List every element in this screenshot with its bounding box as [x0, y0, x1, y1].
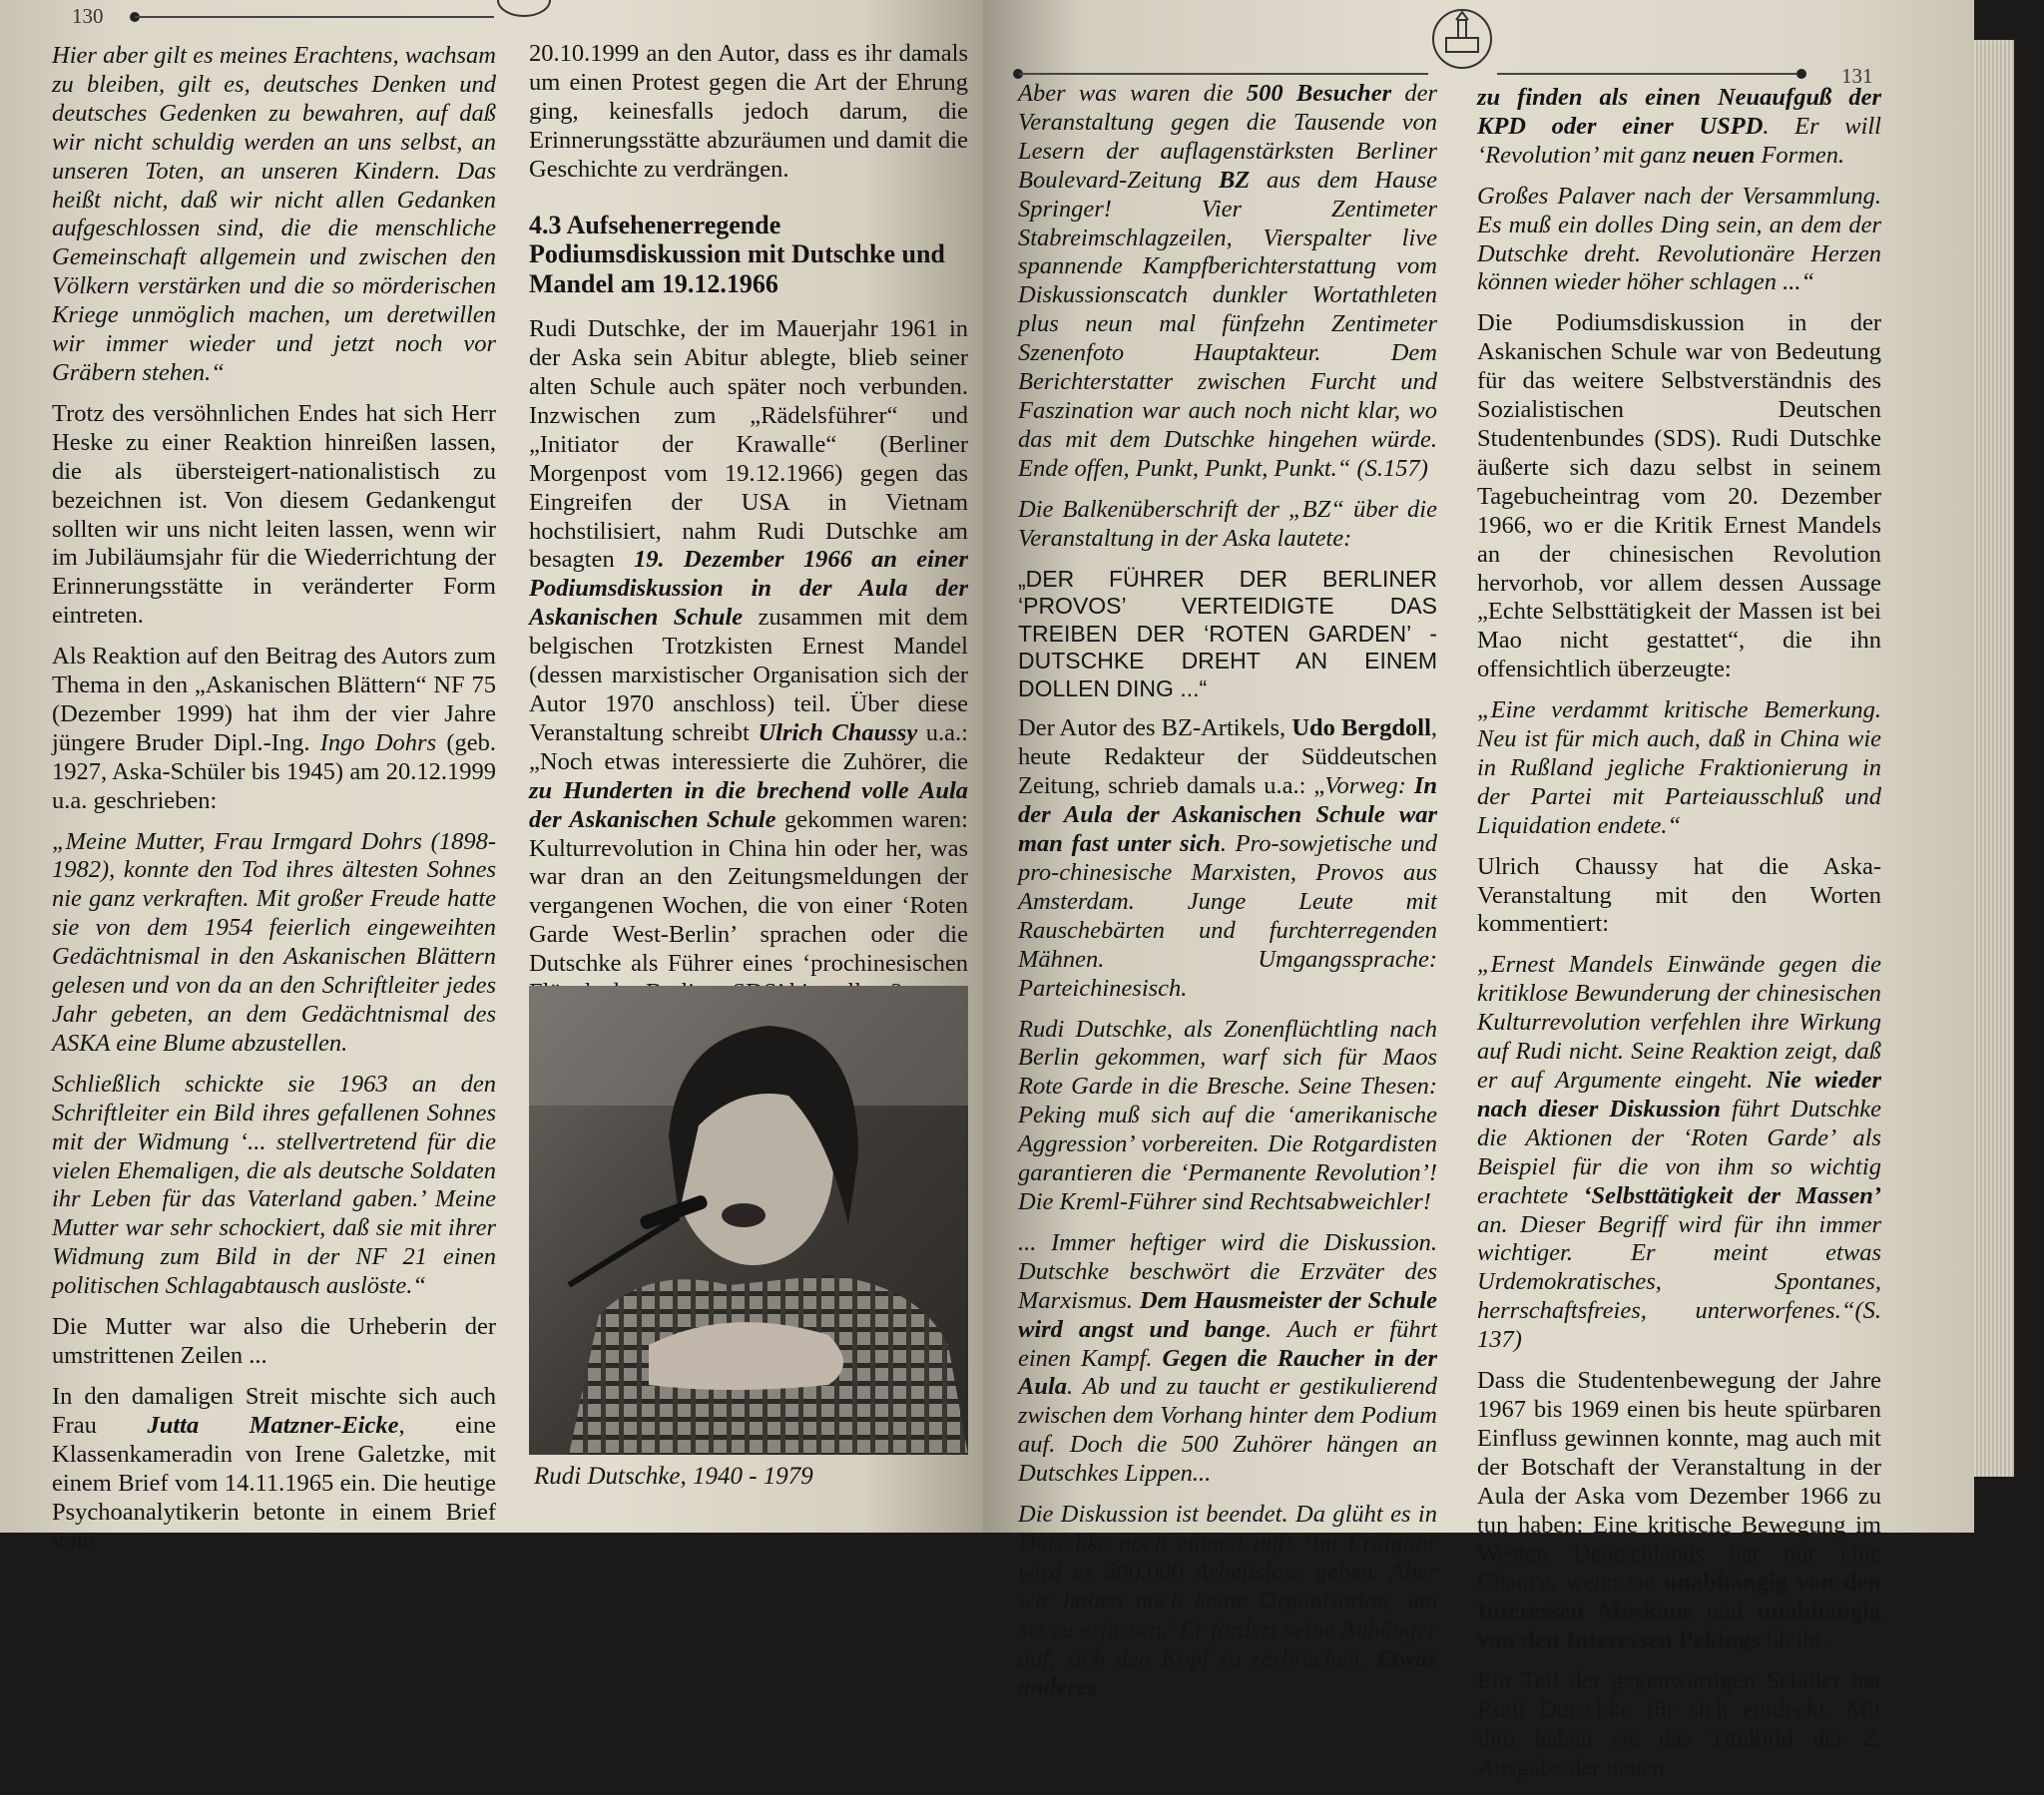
right-page: [983, 0, 1974, 1781]
quote-paragraph: „Ernest Mandels Einwände gegen die kritiklose Bewunderung der chinesischen Kulturrevolution verfehlen ihre Wirkung auf Rudi nicht. Seine Reaktion zeigt, daß er auf Argumente eingeht. Nie wieder nach dieser Diskussion führt Dutschke die Aktionen der ‘Roten Garde’ als Beispiel für die von ihm so wichtig erachtete ‘Selbsttätigkeit der Massen’ an. Dieser Begriff wird für ihn immer wichtiger. Er meint etwas Urdemokratisches, Spontanes, herrschaftsfreies, unterworfenes.“(S. 137): [1477, 951, 1881, 1354]
header-dot-right-2: [1796, 69, 1806, 79]
right-column-1: [1018, 80, 1437, 1714]
paragraph: Die Podiumsdiskussion in der Askanischen Schule war von Bedeutung für das weitere Selbstverständnis des Sozialistischen Deutschen Studentenbundes (SDS). Rudi Dutschke äußerte sich dazu selbst in seinem Tagebucheintrag vom 20. Dezember 1966, wo er die Kritik Ernest Mandels an der chinesischen Revolution hervorhob, vor allem dessen Aussage „Echte Selbsttätigkeit der Massen ist bei Mao nicht gestattet“, die ihn offensichtlich überzeugte:: [1477, 309, 1881, 683]
quote-paragraph: Aber was waren die 500 Besucher der Veranstaltung gegen die Tausende von Lesern der auflagenstärksten Berliner Boulevard-Zeitung BZ aus dem Hause Springer! Vier Zentimeter Stabreimschlagzeilen, Vierspalter live spannende Kampfberichterstattung vom Diskussionscatch dunkler Wortathleten plus neun mal fünfzehn Zentimeter Szenenfoto Hauptakteur. Dem Berichterstatter zwischen Furcht und Faszination war auch noch nicht klar, wo das mit dem Dutschke hingehen würde. Ende offen, Punkt, Punkt, Punkt.“ (S.157): [1018, 80, 1437, 482]
quote-paragraph: Die Diskussion ist beendet. Da glüht es in Dutschke noch einmal auf: ‘Im Frühjahr wird es 500.000 Arbeitslose geben. Aber wir haben noch keine Organisation, um sie zu erfassen.’ Er fordert seine Anhänger auf, sich den Kopf zu zerbrechen. Etwas anderes: [1018, 1501, 1437, 1701]
quote-paragraph: Rudi Dutschke, als Zonenflüchtling nach Berlin gekommen, warf sich für Maos Rote Garde in die Bresche. Seine Thesen: Peking muß sich auf die ‘amerikanische Aggression’ vorbereiten. Die Rotgardisten garantieren die ‘Permanente Revolution’! Die Kreml-Führer sind Rechtsabweichler!: [1018, 1015, 1437, 1215]
quote-paragraph: zu finden als einen Neuaufguß der KPD oder einer USPD. Er will ‘Revolution’ mit ganz neuen Formen.: [1477, 84, 1881, 169]
paragraph: 20.10.1999 an den Autor, dass es ihr damals um einen Protest gegen die Art der Ehrung ging, keinesfalls jedoch darum, die Erinnerungsstätte abzuräumen und damit die Geschichte zu verdrängen.: [529, 40, 968, 183]
paragraph: In den damaligen Streit mischte sich auch Frau Jutta Matzner-Eicke, eine Klassenkameradin von Irene Galetzke, mit einem Brief vom 14.11.1965 ein. Die heutige Psychoanalytikerin betonte in einem Brief vom: [52, 1382, 496, 1555]
header-rule-right: [1019, 73, 1428, 75]
paragraph: Trotz des versöhnlichen Endes hat sich Herr Heske zu einer Reaktion hinreißen lassen, die als übersteigert-nationalistisch zu bezeichnen ist. Von diesem Gedankengut sollten wir uns nicht leiten lassen, wenn wir im Jubiläumsjahr für die Wiederrichtung der Erinnerungsstätte in veränderter Form eintreten.: [52, 399, 496, 630]
left-page: [0, 0, 983, 1555]
paragraph: Dass die Studentenbewegung der Jahre 1967 bis 1969 einen bis heute spürbaren Einfluss gewinnen konnte, mag auch mit der Botschaft der Veranstaltung in der Aula der Aska vom Dezember 1966 zu tun haben: Eine kritische Bewegung im Westen Deutschlands hat nur eine Chance, wenn sie unabhängig von den Interessen Moskaus und unabhängig von den Interessen Pekings bleibt.: [1477, 1367, 1882, 1654]
book-page-edges: [1974, 40, 2014, 1477]
right-column-2: [1477, 84, 1881, 1795]
section-heading: 4.3 Aufsehenerregende Podiumsdiskussion mit Dutschke und Mandel am 19.12.1966: [529, 210, 945, 299]
header-rule-left: [135, 16, 494, 18]
paragraph: Die Mutter war also die Urheberin der umstrittenen Zeilen ...: [52, 1313, 496, 1369]
school-emblem-icon: [1427, 6, 1497, 72]
paragraph: Der Autor des BZ-Artikels, Udo Bergdoll, heute Redakteur der Süddeutschen Zeitung, schrieb damals u.a.: „Vorweg: In der Aula der Askanischen Schule war man fast unter sich. Pro-sowjetische und pro-chinesische Marxisten, Provos aus Amsterdam. Junge Leute mit Rauschebärten und furchterregenden Mähnen. Umgangssprache: Parteichinesisch.: [1018, 714, 1438, 1002]
left-column-2: [529, 40, 968, 1020]
left-column-1: [52, 42, 496, 1568]
school-emblem-icon: [494, 0, 554, 22]
page-number-left: 130: [72, 4, 104, 28]
paragraph: Die Balkenüberschrift der „BZ“ über die Veranstaltung in der Aska lautete:: [1018, 495, 1437, 552]
header-rule-right-2: [1497, 73, 1796, 75]
quote-paragraph: ... Immer heftiger wird die Diskussion. Dutschke beschwört die Erzväter des Marxismus. Dem Hausmeister der Schule wird angst und bange. Auch er führt einen Kampf. Gegen die Raucher in der Aula. Ab und zu taucht er gestikulierend zwischen dem Vorhang hinter dem Podium auf. Doch die 500 Zuhörer hängen an Dutschkes Lippen...: [1018, 1228, 1437, 1488]
paragraph: Rudi Dutschke, der im Mauerjahr 1961 in der Aska sein Abitur ablegte, blieb seiner alten Schule auch später noch verbunden. Inzwischen zum „Rädelsführer“ und „Initiator der Krawalle“ (Berliner Morgenpost vom 19.12.1966) gegen das Eingreifen der USA in Vietnam hochstilisiert, nahm Rudi Dutschke am besagten 19. Dezember 1966 an einer Podiumsdiskussion in der Aula der Askanischen Schule zusammen mit dem belgischen Trotzkisten Ernest Mandel (dessen marxistischer Organisation sich der Autor 1970 anschloss) teil. Über diese Veranstaltung schreibt Ulrich Chaussy u.a.: „Noch etwas interessierte die Zuhörer, die zu Hunderten in die brechend volle Aula der Askanischen Schule gekommen waren: Kulturrevolution in China hin oder her, was war dran an den Zeitungsmeldungen der vergangenen Wochen, die von einer ‘Roten Garde West-Berlin’ sprachen oder die Dutschke als Führer eines ‘prochinesischen: [529, 315, 969, 978]
paragraph: Hier aber gilt es meines Erachtens, wachsam zu bleiben, gilt es, deutsches Denken und deutsches Gedenken zu bewahren, auf daß wir nicht schuldig werden an uns selbst, an unseren Toten, an unseren Kindern. Das heißt nicht, daß wir nicht allen Gedanken aufgeschlossen sind, die die menschliche Gemeinschaft allgemein und zwischen den Völkern verstärken und die so mörderischen Kriege unmöglich machen, um deretwillen wir immer wieder und jetzt noch vor Gräbern stehen.“: [52, 42, 496, 386]
quote-paragraph: Großes Palaver nach der Versammlung. Es muß ein dolles Ding sein, an dem der Dutschke dreht. Revolutionäre Herzen können wieder höher schlagen ...“: [1477, 182, 1881, 296]
paragraph: Ulrich Chaussy hat die Aska-Veranstaltung mit den Worten kommentiert:: [1477, 852, 1881, 938]
paragraph: Ein Teil der gegenwärtigen Schüler hat Rudi Dutschke für sich entdeckt. Mit ihm haben sie das Titelbild der 2. Ausgabe der neuen: [1477, 1667, 1881, 1781]
headline-quote: „DER FÜHRER DER BERLINER ‘PROVOS’ VERTEIDIGTE DAS TREIBEN DER ‘ROTEN GARDEN’ - DUTSCHKE DREHT AN EINEM DOLLEN DING ...“: [1018, 565, 1437, 701]
quote-paragraph: „Eine verdammt kritische Bemerkung. Neu ist für mich auch, daß in China wie in Rußland jegliche Fraktionierung in der Partei mit Parteiausschluß und Liquidation endete.“: [1477, 696, 1881, 839]
page-number-right: 131: [1841, 64, 1873, 88]
quote-paragraph: Schließlich schickte sie 1963 an den Schriftleiter ein Bild ihres gefallenen Sohnes mit der Widmung ‘... stellvertretend für die vielen Ehemaligen, die als deutsche Soldaten ihr Leben für das Vaterland gaben.’ Meine Mutter war sehr schockiert, daß sie mit ihrer Widmung zum Bild in der NF 21 einen politischen Schlagabtausch auslöste.“: [52, 1070, 496, 1300]
quote-paragraph: „Meine Mutter, Frau Irmgard Dohrs (1898-1982), konnte den Tod ihres ältesten Sohnes nie ganz verkraften. Mit großer Freude hatte sie von dem 1954 feierlich eingeweihten Gedächtnismal in den Askanischen Blättern gelesen und von da an den Schriftleiter jedes Jahr gebeten, an dem Gedächtnismal des ASKA eine Blume abzustellen.: [52, 827, 496, 1057]
paragraph: Als Reaktion auf den Beitrag des Autors zum Thema in den „Askanischen Blättern“ NF 75 (Dezember 1999) hat ihm der vier Jahre jüngere Bruder Dipl.-Ing. Ingo Dohrs (geb. 1927, Aska-Schüler bis 1945) am 20.12.1999 u.a. geschrieben:: [52, 643, 497, 814]
photo-caption: Rudi Dutschke, 1940 - 1979: [534, 1463, 813, 1490]
portrait-photo: [529, 986, 968, 1455]
